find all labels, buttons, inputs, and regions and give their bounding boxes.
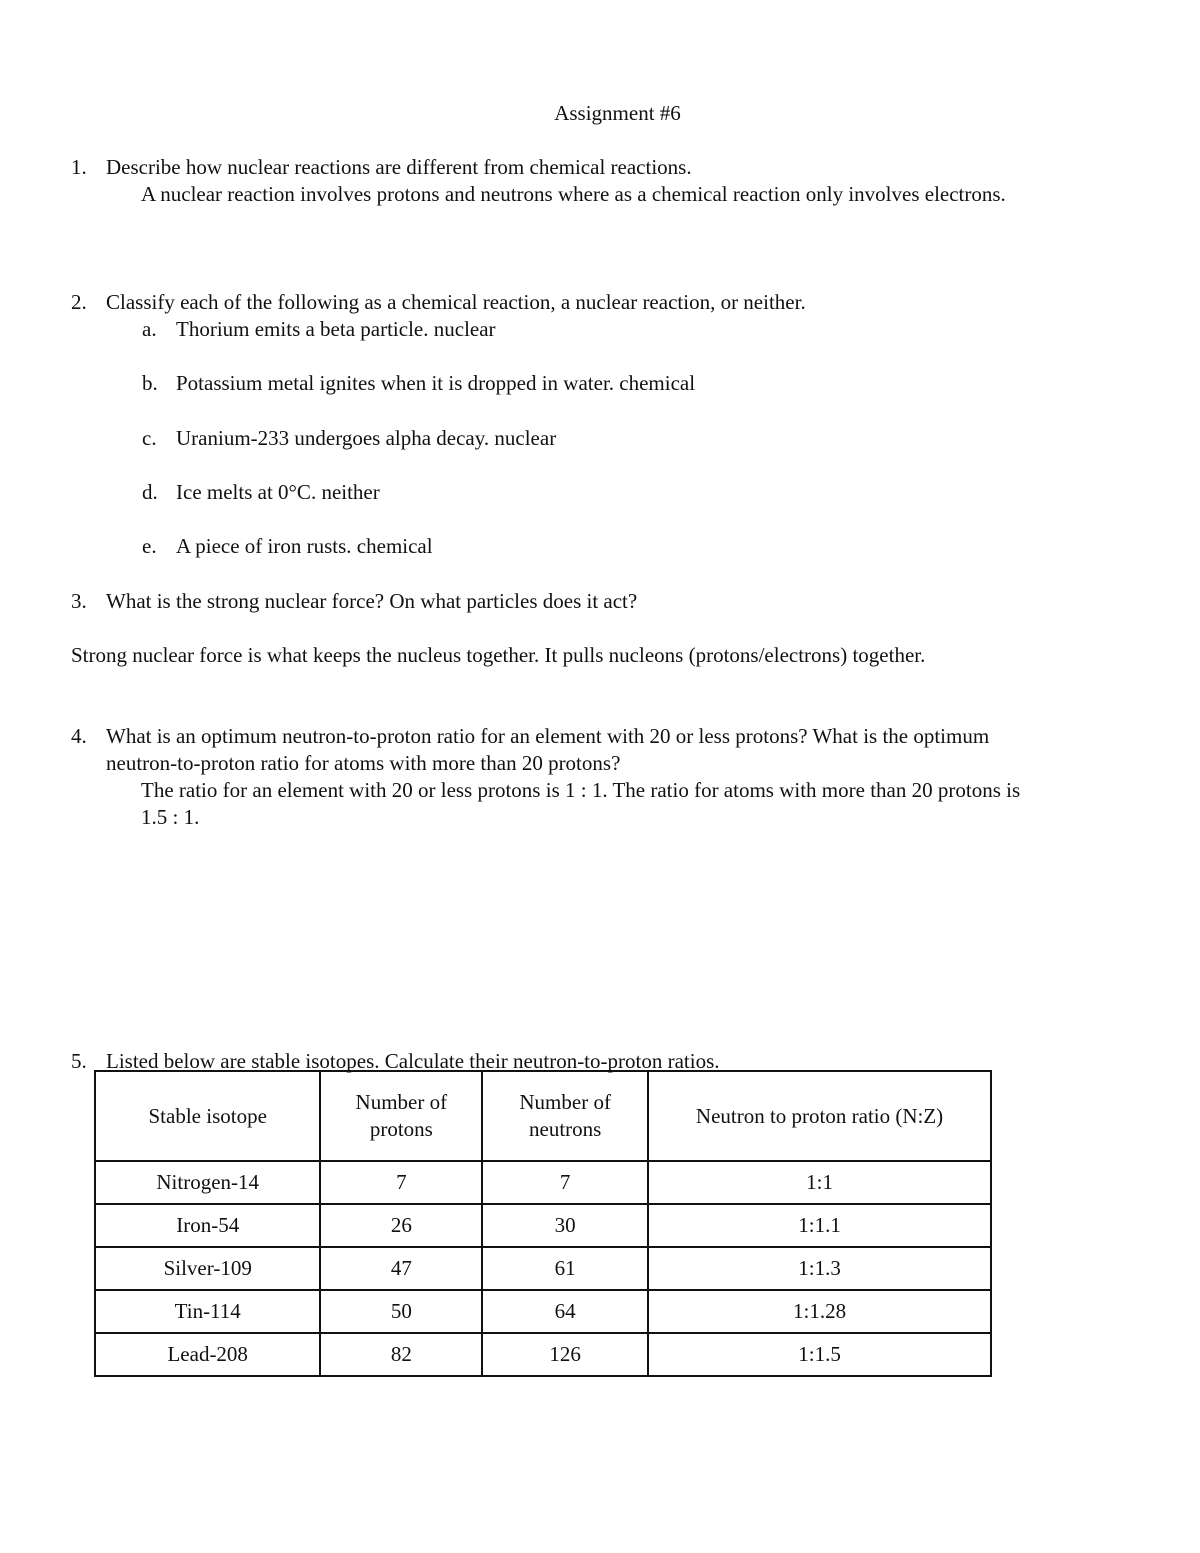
column-header: Number of protons — [320, 1071, 482, 1161]
answer-text-line-1: The ratio for an element with 20 or less protons is 1 : 1. The ratio for atoms with more than 20 protons is — [141, 778, 1021, 802]
table-cell: 1:1.1 — [648, 1204, 991, 1247]
table-row — [95, 1161, 991, 1204]
question-number: 4. — [71, 724, 87, 748]
question-number: 5. — [71, 1049, 87, 1073]
item-letter: d. — [142, 480, 158, 504]
item-text: Potassium metal ignites when it is dropped in water. chemical — [176, 371, 696, 395]
question-text: Listed below are stable isotopes. Calculate their neutron-to-proton ratios. — [106, 1049, 720, 1073]
question-text: Classify each of the following as a chemical reaction, a nuclear reaction, or neither. — [106, 290, 806, 314]
column-header: Stable isotope — [95, 1071, 320, 1161]
table-cell: 7 — [320, 1161, 482, 1204]
table-cell: 82 — [320, 1333, 482, 1376]
table-cell: 50 — [320, 1290, 482, 1333]
question-number: 3. — [71, 589, 87, 613]
page-title: Assignment #6 — [554, 101, 681, 125]
table-cell: 126 — [482, 1333, 648, 1376]
question-number: 2. — [71, 290, 87, 314]
table-cell: 1:1.5 — [648, 1333, 991, 1376]
answer-text: Strong nuclear force is what keeps the nucleus together. It pulls nucleons (protons/electrons) together. — [71, 643, 926, 667]
table-cell: 61 — [482, 1247, 648, 1290]
answer-text: A nuclear reaction involves protons and neutrons where as a chemical reaction only involves electrons. — [141, 182, 1006, 206]
question-text-line-1: What is an optimum neutron-to-proton ratio for an element with 20 or less protons? What is the optimum — [106, 724, 990, 748]
table-cell: Lead-208 — [95, 1333, 320, 1376]
table-cell: 7 — [482, 1161, 648, 1204]
isotope-table — [94, 1070, 992, 1377]
question-text: What is the strong nuclear force? On what particles does it act? — [106, 589, 638, 613]
item-text: Ice melts at 0°C. neither — [176, 480, 380, 504]
table-row — [95, 1290, 991, 1333]
column-header: Number of neutrons — [482, 1071, 648, 1161]
table-cell: Tin-114 — [95, 1290, 320, 1333]
table-row — [95, 1247, 991, 1290]
question-text: Describe how nuclear reactions are different from chemical reactions. — [106, 155, 692, 179]
table-cell: 47 — [320, 1247, 482, 1290]
table-header-row — [95, 1071, 991, 1161]
table-cell: Nitrogen-14 — [95, 1161, 320, 1204]
question-text-line-2: neutron-to-proton ratio for atoms with more than 20 protons? — [106, 751, 621, 775]
item-letter: b. — [142, 371, 158, 395]
item-letter: e. — [142, 534, 157, 558]
item-text: A piece of iron rusts. chemical — [176, 534, 433, 558]
table-cell: 1:1 — [648, 1161, 991, 1204]
table-cell: Iron-54 — [95, 1204, 320, 1247]
column-header: Neutron to proton ratio (N:Z) — [648, 1071, 991, 1161]
table-row — [95, 1204, 991, 1247]
table-row — [95, 1333, 991, 1376]
item-text: Uranium-233 undergoes alpha decay. nuclear — [176, 426, 557, 450]
table-cell: 1:1.3 — [648, 1247, 991, 1290]
table-cell: 26 — [320, 1204, 482, 1247]
question-number: 1. — [71, 155, 87, 179]
item-letter: a. — [142, 317, 157, 341]
item-letter: c. — [142, 426, 157, 450]
answer-text-line-2: 1.5 : 1. — [141, 805, 200, 829]
table-cell: 64 — [482, 1290, 648, 1333]
item-text: Thorium emits a beta particle. nuclear — [176, 317, 496, 341]
table-cell: 1:1.28 — [648, 1290, 991, 1333]
table-cell: 30 — [482, 1204, 648, 1247]
table-cell: Silver-109 — [95, 1247, 320, 1290]
